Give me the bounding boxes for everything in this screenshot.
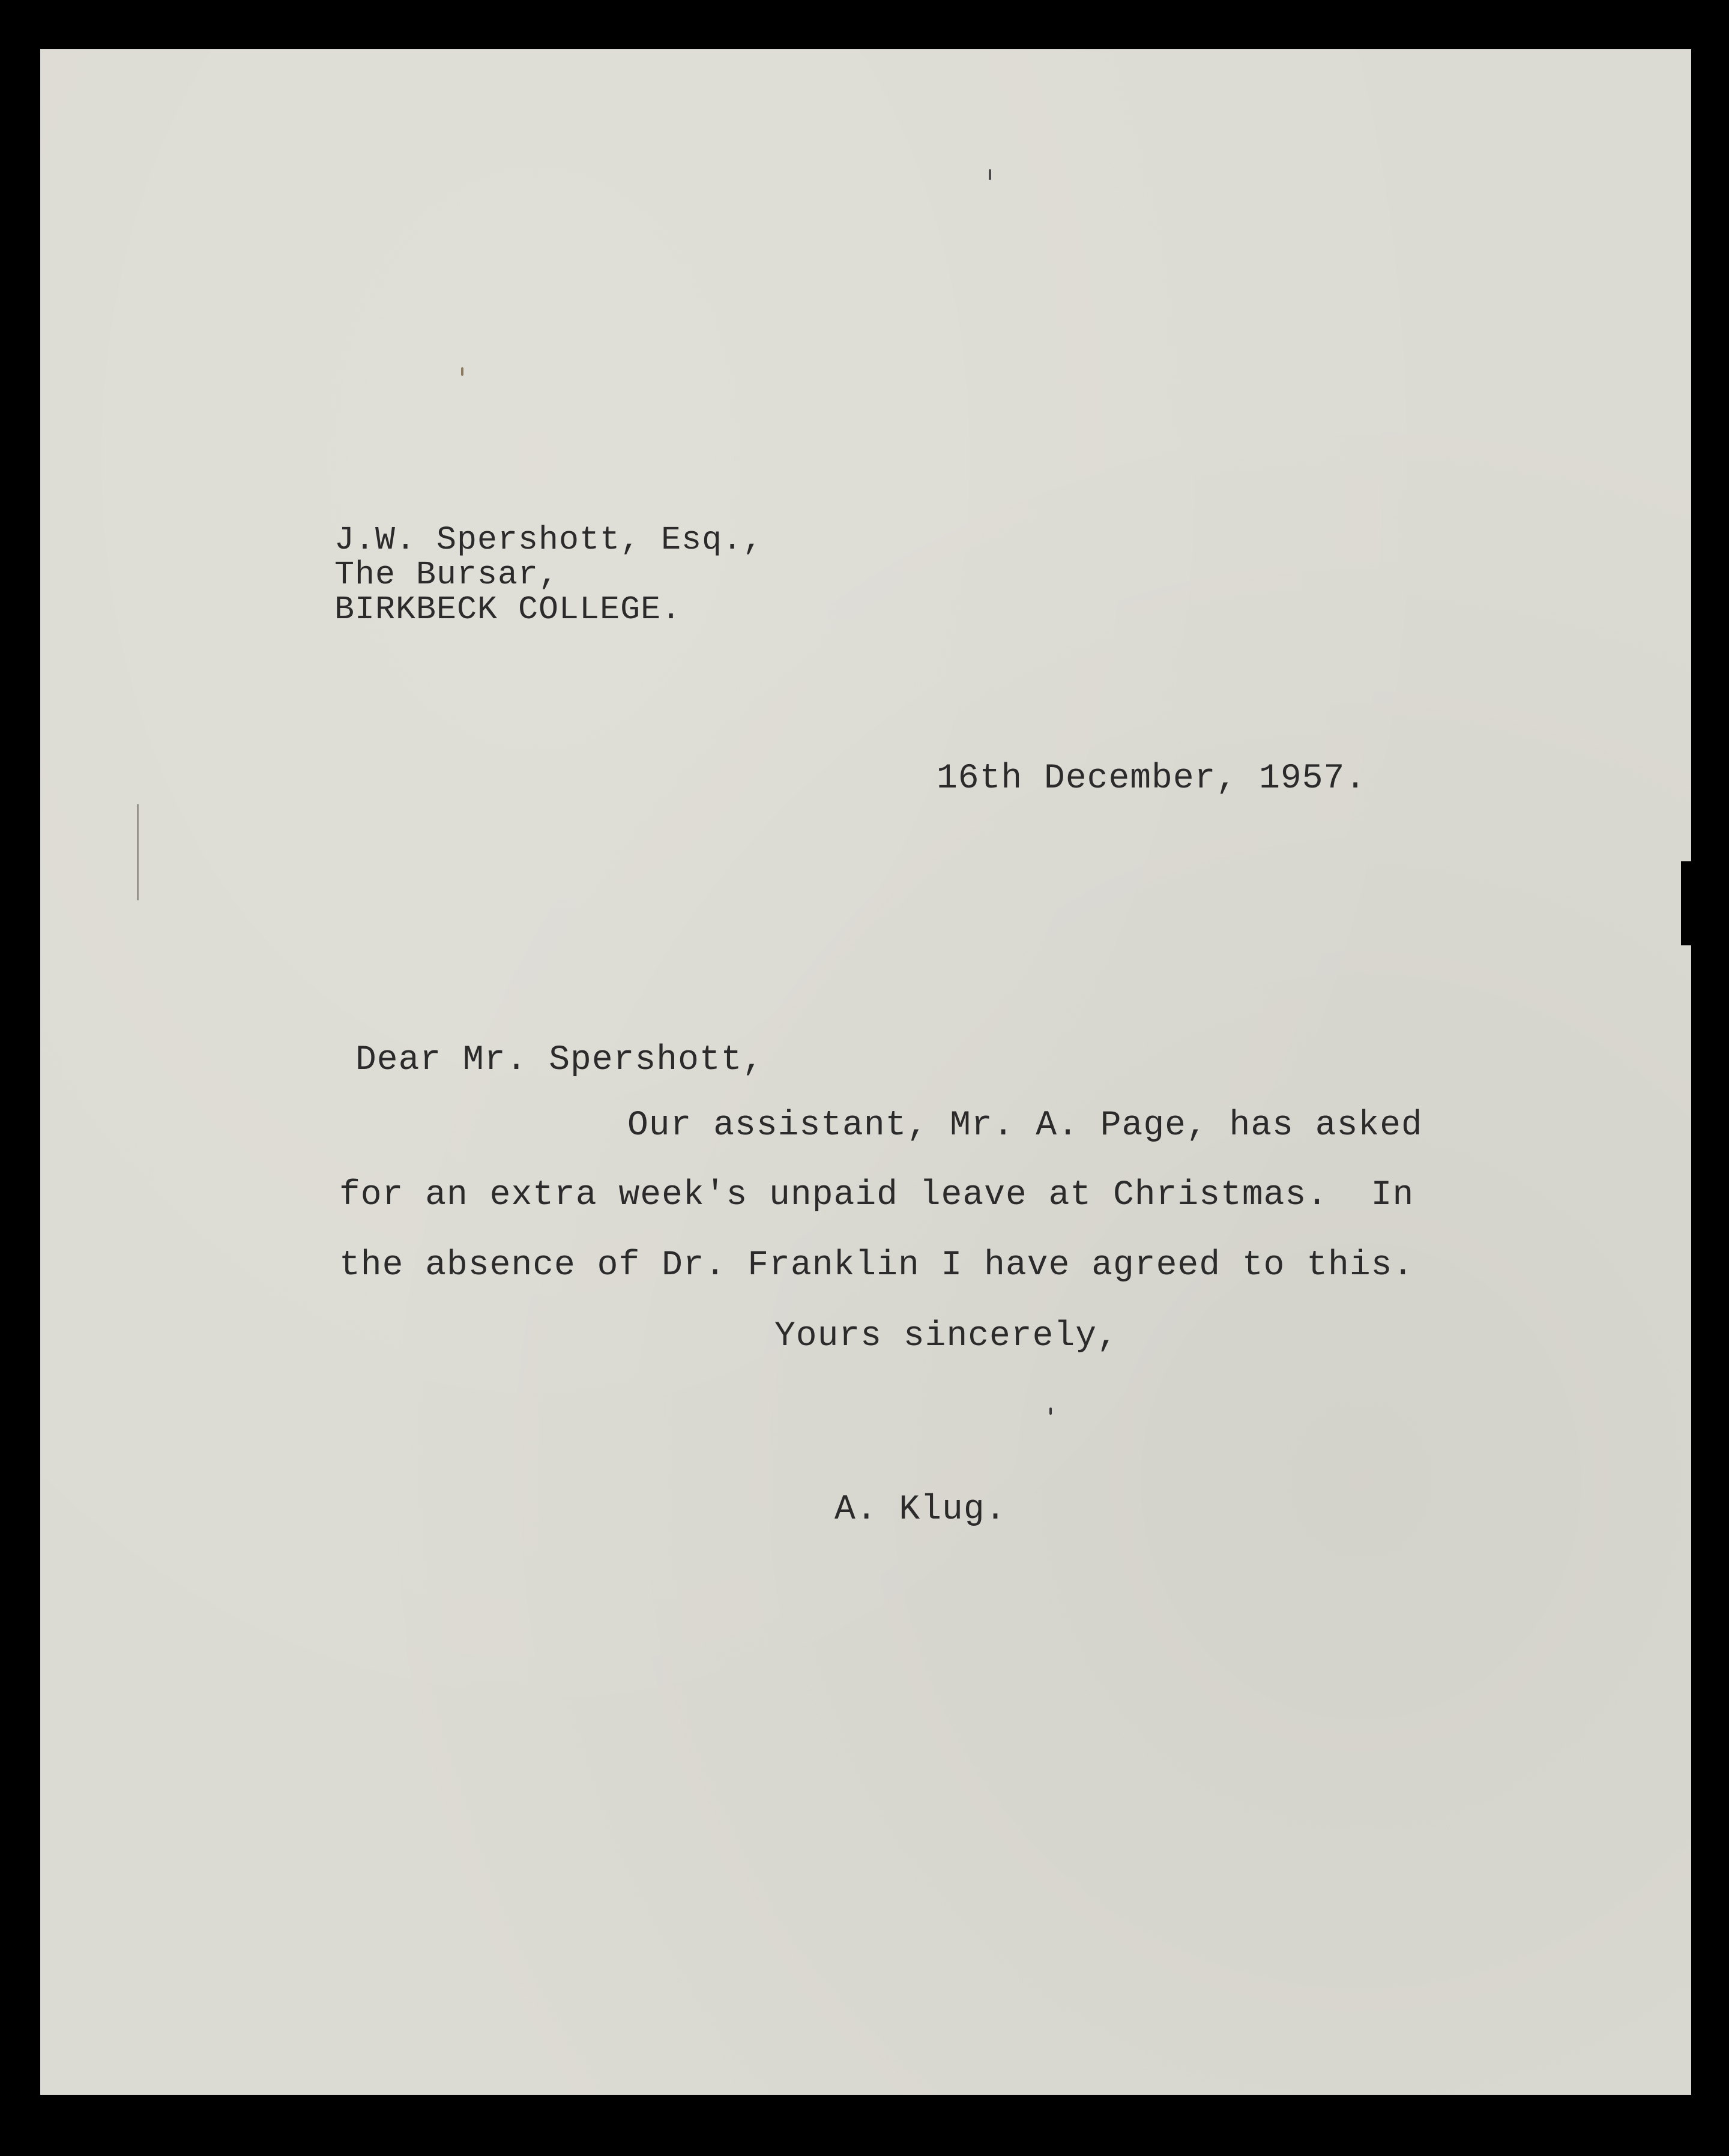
margin-pencil-mark [137, 804, 139, 900]
page-edge-tear [1681, 861, 1695, 945]
salutation: Dear Mr. Spershott, [355, 1041, 764, 1080]
recipient-title: The Bursar, [334, 556, 560, 594]
recipient-institution: BIRKBECK COLLEGE. [334, 591, 682, 628]
body-line-1: Our assistant, Mr. A. Page, has asked [627, 1106, 1423, 1145]
paper-speck [989, 169, 991, 180]
closing: Yours sincerely, [774, 1317, 1118, 1356]
paper-speck [461, 367, 463, 376]
body-line-2: for an extra week's unpaid leave at Christmas. In [339, 1176, 1414, 1215]
signature: A. Klug. [834, 1490, 1007, 1529]
letter-page [40, 49, 1691, 2095]
letter-date: 16th December, 1957. [937, 759, 1367, 798]
paper-speck [1049, 1408, 1052, 1415]
recipient-name: J.W. Spershott, Esq., [334, 521, 764, 559]
body-line-3: the absence of Dr. Franklin I have agreed to this. [339, 1246, 1414, 1285]
